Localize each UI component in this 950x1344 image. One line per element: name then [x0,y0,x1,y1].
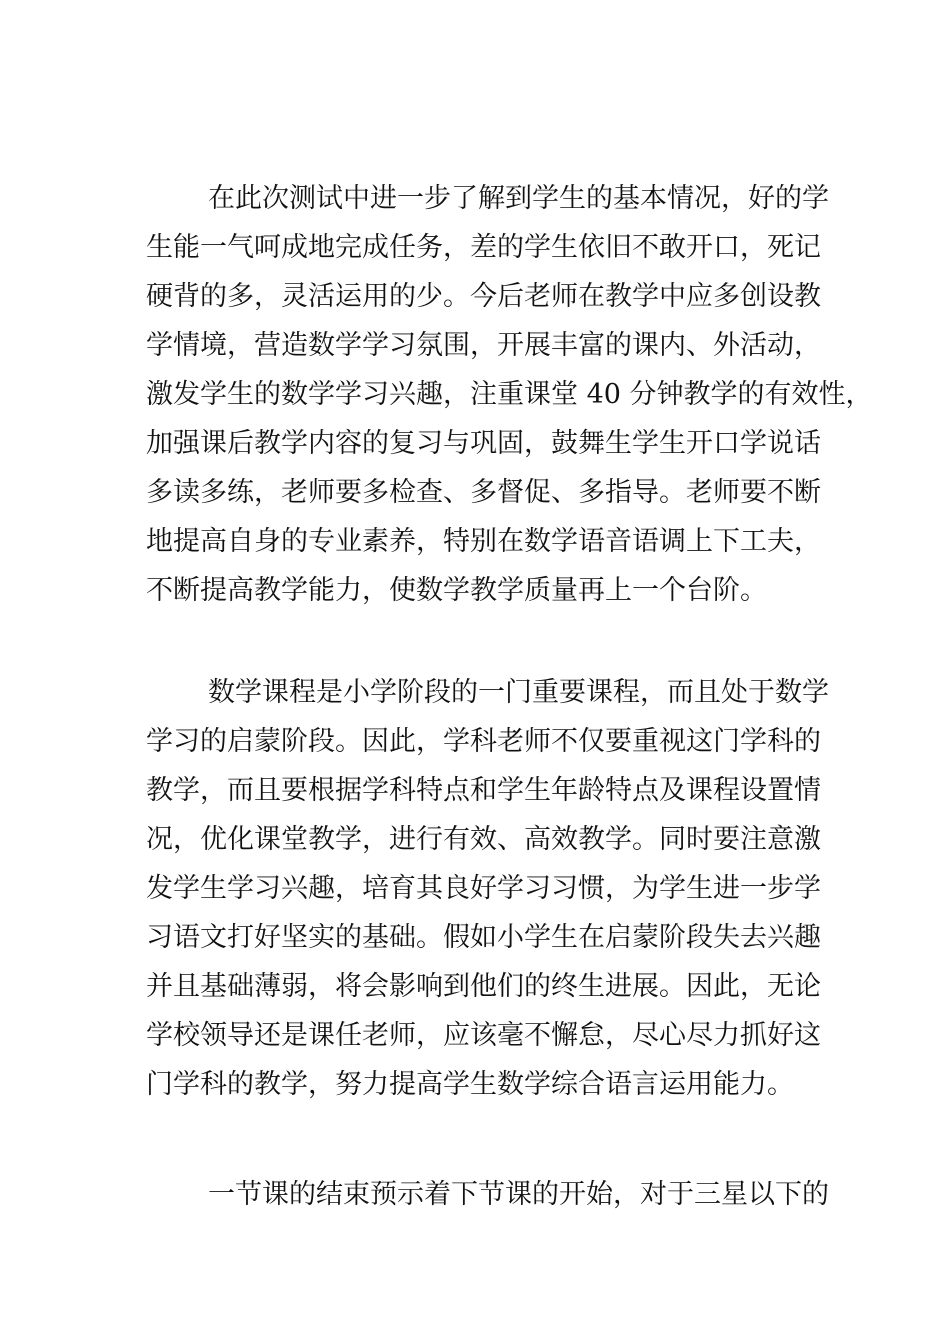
paragraph-line: 一节课的结束预示着下节课的开始，对于三星以下的 [208,1179,829,1210]
paragraph-line: 学习的启蒙阶段。因此，学科老师不仅要重视这门学科的 [146,726,821,757]
paragraph-line: 激发学生的数学学习兴趣，注重课堂 40 分钟教学的有效性， [146,379,873,410]
paragraph-line: 发学生学习兴趣，培育其良好学习习惯，为学生进一步学 [146,873,821,904]
paragraph-line: 并且基础薄弱，将会影响到他们的终生进展。因此，无论 [146,971,821,1002]
paragraph-line: 不断提高教学能力，使数学教学质量再上一个台阶。 [146,575,767,606]
paragraph-line: 多读多练，老师要多检查、多督促、多指导。老师要不断 [146,477,821,508]
paragraph-line: 教学，而且要根据学科特点和学生年龄特点及课程设置情 [146,775,821,806]
paragraph-line: 加强课后教学内容的复习与巩固，鼓舞生学生开口学说话 [146,428,821,459]
paragraph-line: 硬背的多，灵活运用的少。今后老师在教学中应多创设教 [146,281,821,312]
paragraph-line: 学校领导还是课任老师，应该毫不懈怠，尽心尽力抓好这 [146,1020,821,1051]
paragraph-line: 学情境，营造数学学习氛围，开展丰富的课内、外活动， [146,330,821,361]
paragraph-line: 数学课程是小学阶段的一门重要课程，而且处于数学 [208,677,829,708]
paragraph-line: 生能一气呵成地完成任务，差的学生依旧不敢开口，死记 [146,232,821,263]
paragraph-line: 在此次测试中进一步了解到学生的基本情况，好的学 [208,183,829,214]
paragraph-line: 地提高自身的专业素养，特别在数学语音语调上下工夫， [146,526,821,557]
paragraph-line: 门学科的教学，努力提高学生数学综合语言运用能力。 [146,1069,794,1100]
paragraph-line: 习语文打好坚实的基础。假如小学生在启蒙阶段失去兴趣 [146,922,821,953]
paragraph-line: 况，优化课堂教学，进行有效、高效教学。同时要注意激 [146,824,821,855]
